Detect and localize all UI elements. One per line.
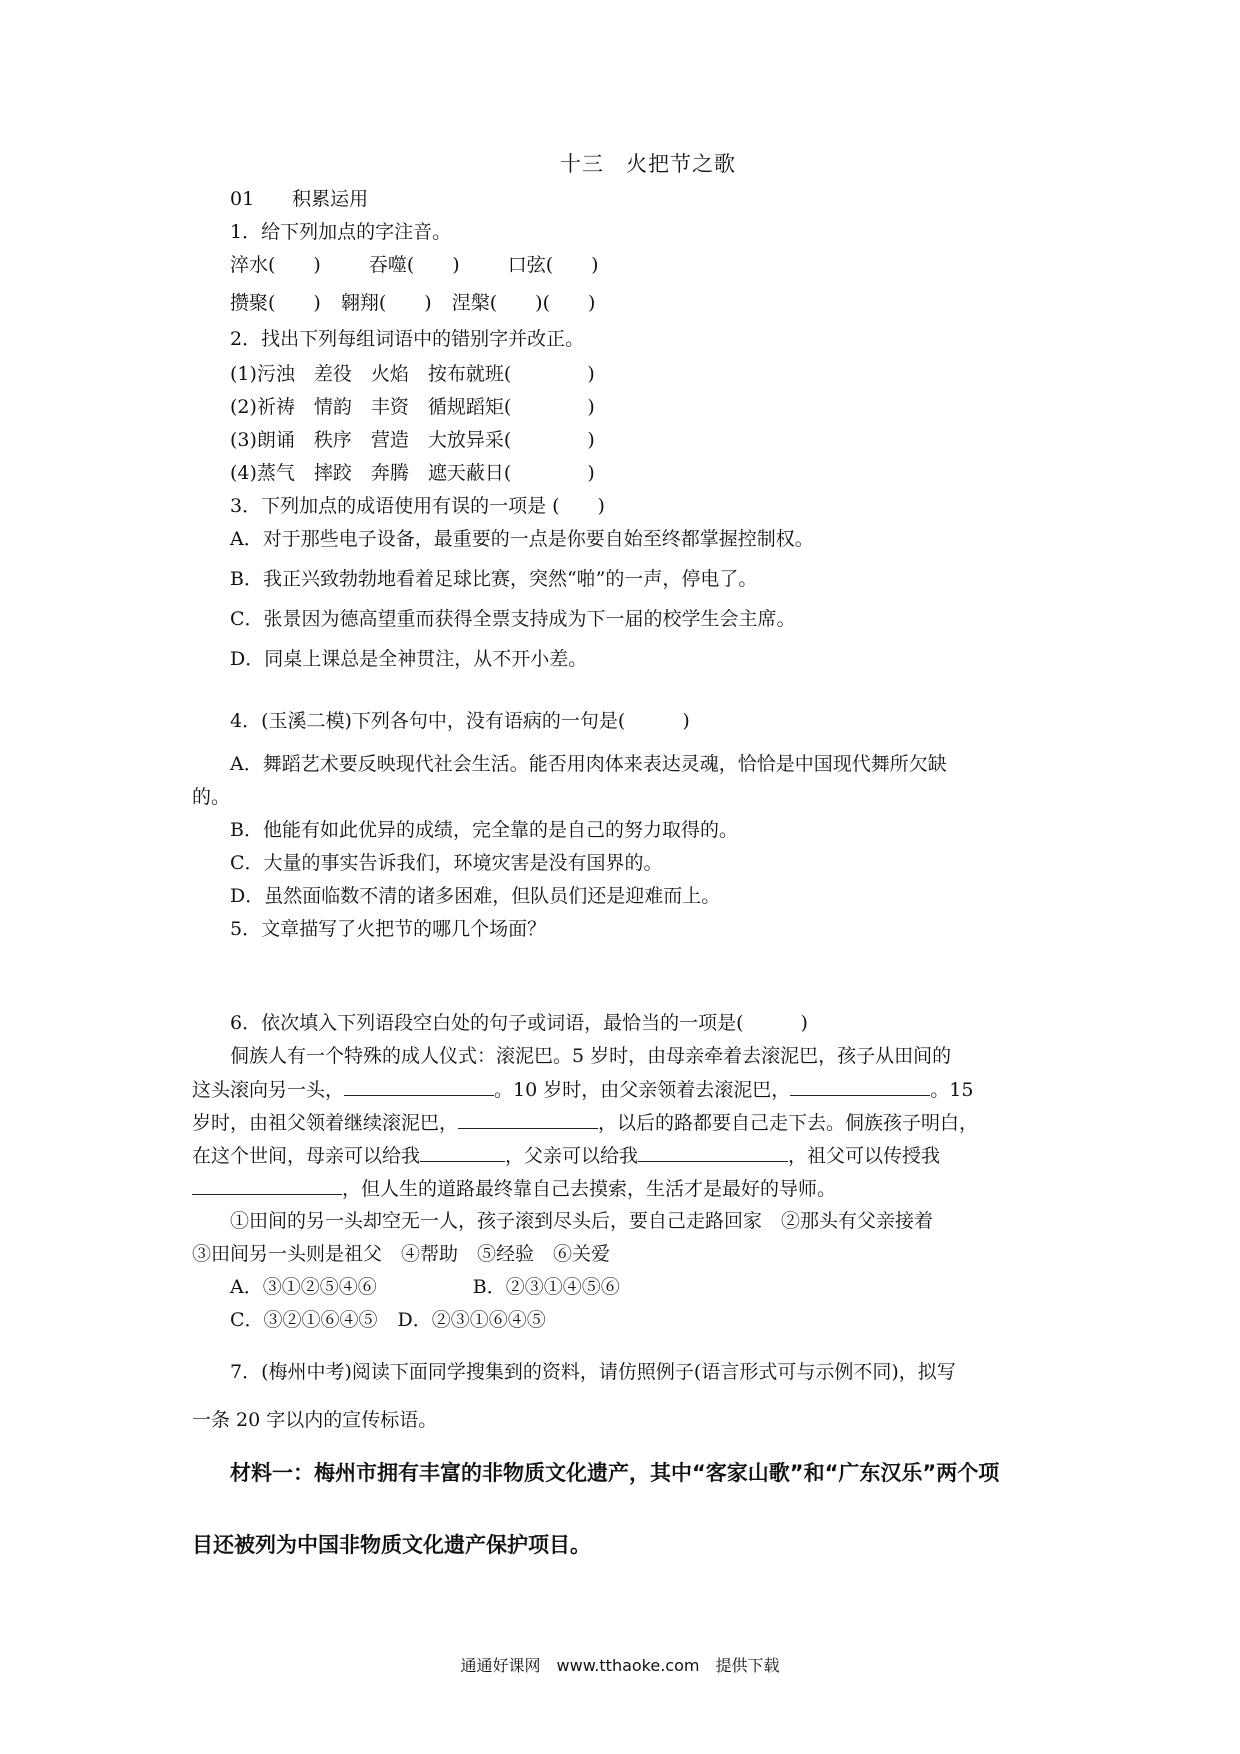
q5-stem: 5．文章描写了火把节的哪几个场面？	[230, 918, 547, 940]
q6-passage-line	[192, 1143, 940, 1168]
q6-text: ，父亲可以给我	[505, 1145, 639, 1167]
q3-stem: 3．下列加点的成语使用有误的一项是 ( )	[230, 495, 605, 517]
q4-option-a-cont: 的。	[192, 786, 231, 808]
q2-item: (3)朗诵 秩序 营造 大放异采( )	[230, 429, 595, 451]
q1-item: 口弦( )	[507, 254, 599, 276]
q6-text: ，但人生的道路最终靠自己去摸索，生活才是最好的导师。	[342, 1178, 837, 1200]
section-heading: 01 积累运用	[230, 188, 369, 210]
q6-option-c: C．③②①⑥④⑤	[230, 1309, 378, 1331]
q2-item: (4)蒸气 摔跤 奔腾 遮天蔽日( )	[230, 462, 595, 484]
q2-stem: 2．找出下列每组词语中的错别字并改正。	[230, 328, 585, 350]
material-1-cont: 目还被列为中国非物质文化遗产保护项目。	[192, 1533, 591, 1557]
q3-option-c: C．张景因为德高望重而获得全票支持成为下一届的校学生会主席。	[230, 608, 796, 630]
q6-option-row	[230, 1308, 546, 1332]
q6-text: 这头滚向另一头，	[192, 1079, 345, 1101]
q6-passage-line	[192, 1110, 978, 1135]
fill-blank	[638, 1143, 788, 1162]
q3-option-a: A．对于那些电子设备，最重要的一点是你要自始至终都掌握控制权。	[230, 528, 814, 550]
q7-stem-cont: 一条 20 字以内的宣传标语。	[192, 1409, 438, 1431]
q1-row1	[230, 253, 599, 277]
q6-passage-line	[192, 1077, 973, 1102]
q6-option-b: B．②③①④⑤⑥	[472, 1276, 620, 1298]
q6-passage-line	[192, 1176, 836, 1201]
q6-text: 在这个世间，母亲可以给我	[192, 1145, 421, 1167]
q6-stem: 6．依次填入下列语段空白处的句子或词语，最恰当的一项是( )	[230, 1012, 808, 1034]
q6-text: ，以后的路都要自己走下去。侗族孩子明白，	[598, 1112, 979, 1134]
q1-item: 淬水( )	[230, 254, 321, 276]
q1-item: 涅槃( )( )	[451, 292, 596, 314]
q6-text: 。10 岁时，由父亲领着去滚泥巴，	[494, 1079, 791, 1101]
fill-blank	[790, 1077, 930, 1096]
q3-option-b: B．我正兴致勃勃地看着足球比赛，突然“啪”的一声，停电了。	[230, 568, 758, 590]
q4-stem: 4．(玉溪二模)下列各句中，没有语病的一句是( )	[230, 710, 690, 732]
q6-option-row	[230, 1275, 620, 1299]
q2-item: (1)污浊 差役 火焰 按布就班( )	[230, 363, 595, 385]
q4-option-a: A．舞蹈艺术要反映现代社会生活。能否用肉体来表达灵魂，恰恰是中国现代舞所欠缺	[230, 753, 947, 775]
q4-option-b: B．他能有如此优异的成绩，完全靠的是自己的努力取得的。	[230, 819, 738, 841]
footer-watermark: 通通好课网 www.tthaoke.com 提供下载	[460, 1656, 780, 1675]
q1-row2	[230, 291, 595, 315]
q2-item: (2)祈祷 情韵 丰资 循规蹈矩( )	[230, 396, 595, 418]
q1-stem: 1．给下列加点的字注音。	[230, 221, 452, 243]
q6-text: ，祖父可以传授我	[788, 1145, 941, 1167]
q6-choices-line: ③田间另一头则是祖父 ④帮助 ⑤经验 ⑥关爱	[192, 1243, 611, 1265]
q6-passage-line: 侗族人有一个特殊的成人仪式：滚泥巴。5 岁时，由母亲牵着去滚泥巴，孩子从田间的	[230, 1045, 952, 1067]
fill-blank	[458, 1110, 598, 1129]
q6-text: 。15	[930, 1079, 974, 1101]
q4-option-c: C．大量的事实告诉我们，环境灾害是没有国界的。	[230, 852, 663, 874]
material-1: 材料一：梅州市拥有丰富的非物质文化遗产，其中“客家山歌”和“广东汉乐”两个项	[230, 1461, 1000, 1485]
q7-stem: 7．(梅州中考)阅读下面同学搜集到的资料，请仿照例子(语言形式可与示例不同)，拟写	[230, 1361, 956, 1383]
q1-item: 攒聚( )	[230, 292, 321, 314]
q6-option-a: A．③①②⑤④⑥	[230, 1276, 377, 1298]
q6-option-d: D．②③①⑥④⑤	[397, 1309, 546, 1331]
q1-item: 吞噬( )	[368, 254, 460, 276]
q6-choices-line: ①田间的另一头却空无一人，孩子滚到尽头后，要自己走路回家 ②那头有父亲接着	[230, 1210, 934, 1232]
q6-text: 岁时，由祖父领着继续滚泥巴，	[192, 1112, 459, 1134]
fill-blank	[420, 1143, 505, 1162]
page-title: 十三 火把节之歌	[560, 152, 736, 176]
fill-blank	[344, 1077, 494, 1096]
q4-option-d: D．虽然面临数不清的诸多困难，但队员们还是迎难而上。	[230, 885, 721, 907]
q3-option-d: D．同桌上课总是全神贯注，从不开小差。	[230, 648, 588, 670]
fill-blank	[192, 1176, 342, 1195]
q1-item: 翱翔( )	[340, 292, 432, 314]
